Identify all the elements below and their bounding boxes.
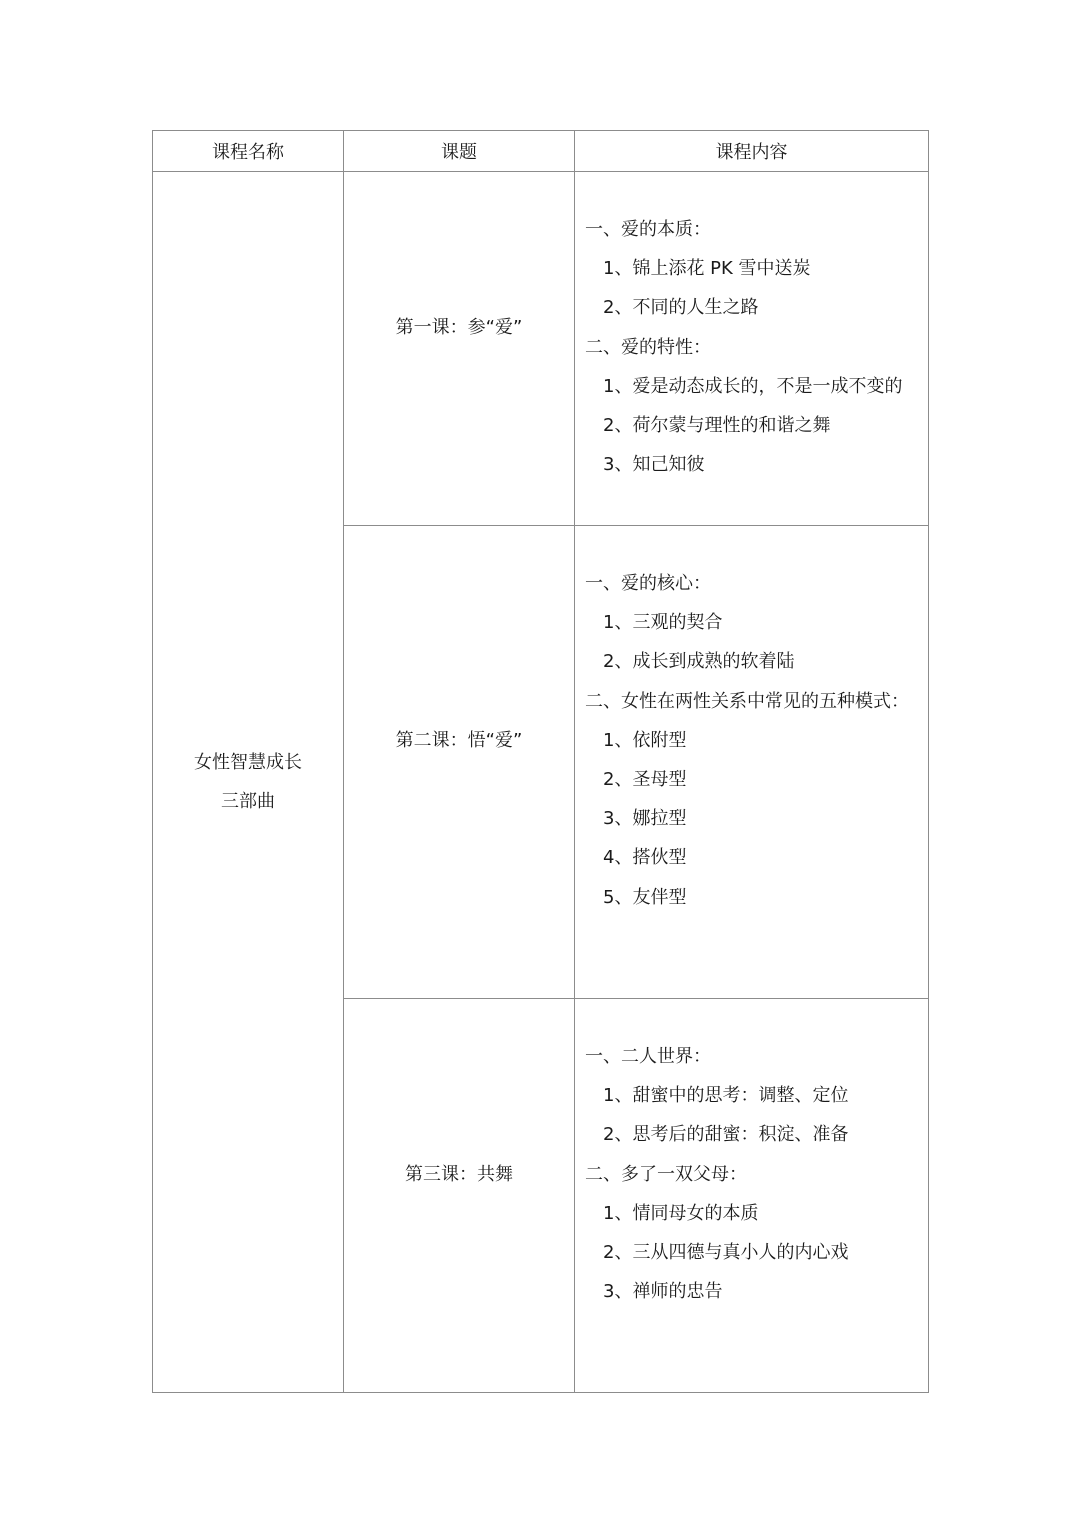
course-name-cell <box>153 172 344 1393</box>
lesson-content-2 <box>575 526 929 999</box>
content-item: 2、圣母型 <box>603 769 687 791</box>
lesson-row-1 <box>153 172 929 526</box>
course-name-line-1: 女性智慧成长 <box>194 752 302 773</box>
content-item: 2、成长到成熟的软着陆 <box>603 651 795 673</box>
lesson-content-1 <box>575 172 929 526</box>
content-item: 3、知己知彼 <box>603 454 705 476</box>
header-row <box>153 131 929 172</box>
content-item: 3、娜拉型 <box>603 808 687 830</box>
content-item: 1、三观的契合 <box>603 612 723 634</box>
content-heading: 一、爱的本质： <box>585 219 711 240</box>
content-heading: 二、爱的特性： <box>585 336 711 358</box>
header-course-name: 课程名称 <box>153 131 344 172</box>
content-item: 1、甜蜜中的思考：调整、定位 <box>603 1085 849 1107</box>
content-heading: 一、爱的核心： <box>585 573 711 594</box>
content-heading: 二、多了一双父母： <box>585 1163 747 1185</box>
lesson-topic-2: 第二课：悟“爱” <box>344 526 575 999</box>
content-item: 2、思考后的甜蜜：积淀、准备 <box>603 1124 849 1146</box>
content-item: 2、荷尔蒙与理性的和谐之舞 <box>603 415 831 437</box>
header-content: 课程内容 <box>575 131 929 172</box>
content-heading: 一、二人世界： <box>585 1046 711 1067</box>
lesson-content-3 <box>575 999 929 1393</box>
course-document <box>152 130 928 1391</box>
lesson-topic-3: 第三课：共舞 <box>344 999 575 1393</box>
course-name-line-2: 三部曲 <box>221 791 275 812</box>
content-heading: 二、女性在两性关系中常见的五种模式： <box>585 690 909 712</box>
content-item: 1、爱是动态成长的，不是一成不变的 <box>603 375 903 397</box>
content-item: 2、不同的人生之路 <box>603 297 759 319</box>
course-table <box>152 130 929 1393</box>
lesson-topic-1: 第一课：参“爱” <box>344 172 575 526</box>
content-item: 4、搭伙型 <box>603 847 687 869</box>
content-item: 3、禅师的忠告 <box>603 1281 723 1303</box>
content-item: 1、依附型 <box>603 729 687 751</box>
content-item: 1、情同母女的本质 <box>603 1202 759 1224</box>
content-item: 5、友伴型 <box>603 886 687 908</box>
content-item: 1、锦上添花 PK 雪中送炭 <box>603 258 811 280</box>
header-topic: 课题 <box>344 131 575 172</box>
content-item: 2、三从四德与真小人的内心戏 <box>603 1242 849 1264</box>
